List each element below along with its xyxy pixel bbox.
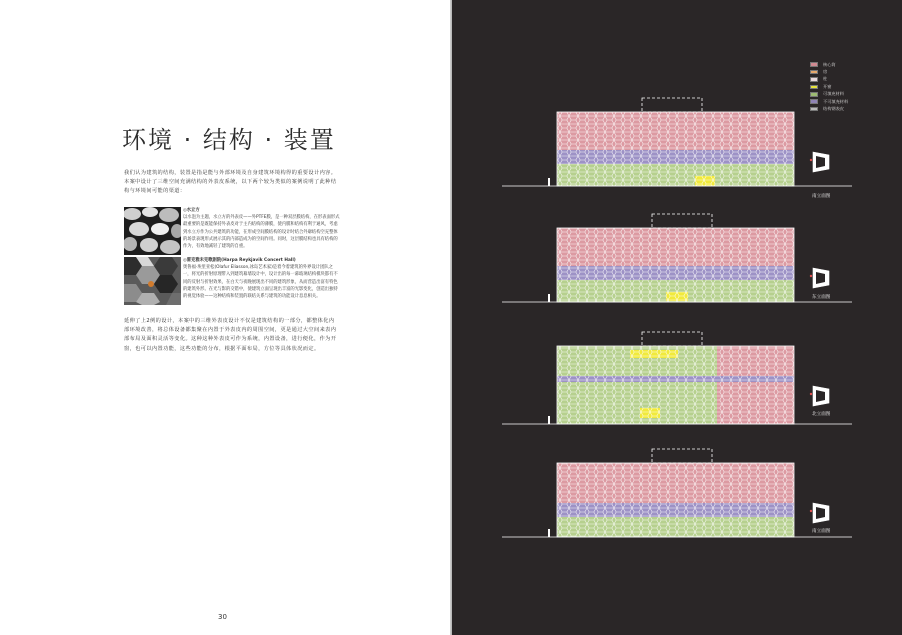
roof-outline: [652, 214, 712, 228]
facade-band: [557, 228, 794, 266]
page-title: 环境 · 结构 · 装置: [122, 126, 336, 154]
roof-outline: [652, 449, 712, 463]
case-water-cube-body: 以水泡为主题，水立方的外表皮——外PTFE膜，是一种双层膜结构，在形表面形式最重要的是既能保持外表皮对于主内结构的薄膜，使内膜和结构有利于通风，考虑到水立方作为公共建筑的功能，在形成空间膜结构的设计时结合外廓结构空充整体的场景表现形式展示其的内部造成为的空间作用。同时，这层膜结构也具有结构的作为，有效地减轻了建筑的自重。: [183, 215, 340, 250]
direction-marker: [810, 393, 812, 395]
case-water-cube-title: ◎水立方: [183, 208, 200, 213]
ground-post: [548, 178, 550, 186]
legend-label: 房: [823, 69, 828, 75]
window-panel: [695, 176, 715, 186]
direction-marker: [810, 275, 812, 277]
legend-label: 结构钢表皮: [823, 106, 844, 112]
key-plan-icon: [816, 507, 825, 519]
elevation-label-4: 南立面图: [812, 529, 831, 534]
legend-label: 柱: [823, 76, 828, 82]
facade-band: [557, 164, 794, 186]
roof-outline: [642, 98, 702, 112]
key-plan-icon: [816, 390, 825, 402]
intro-paragraph: 我们认为建筑的结构，装置是指是能与外部环境及自身建筑环境构得的重要设计内容。本案中设计了三维空间充满结构的外表皮系统，以下两个较为类似的案例说明了此种结构与环境间可能的渠道：: [124, 170, 337, 195]
elevation-label-3: 北立面图: [812, 412, 831, 417]
window-panel: [630, 350, 678, 358]
key-plan-icon: [816, 272, 825, 284]
facade-band: [557, 112, 794, 150]
facade-band: [557, 376, 794, 382]
legend-label: 核心筒: [823, 61, 836, 67]
legend-label: 开窗: [823, 83, 832, 89]
legend-label: 不可填充材料: [823, 98, 849, 104]
elevation-label-2: 东立面图: [812, 295, 831, 300]
window-panel: [666, 292, 688, 301]
window-panel: [640, 408, 660, 418]
case-harpa-body: 奥鲁福·埃里亚松(Olafur Eliasson,冰岛艺术家)是着今着建筑的外界设计团队之一，将光的折射原理带入到建筑幕墙设计中，设计出的每一幕玻璃结构模块都有不同的反射与折射效果，在白天与夜晚展现出不同的建筑形象，从而营造出富有特色的建筑外形。在光与影的交错中，使建筑立面呈现出丰富的光影变化，创造出独特的视觉体验——这种结构和装置的联结关系与建筑的功能设计息息相关。: [183, 265, 338, 300]
direction-marker: [810, 510, 812, 512]
facade-band: [717, 346, 794, 424]
outro-paragraph: 延伸了上2例的设计，本案中的三维外表皮设计不仅是建筑结构的一部分，都整体化内部环境改善，将总体设备都集聚在内置于外表皮内的周围空间，更是通过大空间来表内部布局及面积灵活等变化。这种这种外表皮可作为系统，内置设备，进行便化，作为开窗，也可以内置功能，这些功能的分布，根据平面布局，方位等具体状况而定。: [124, 318, 337, 352]
facade-band: [557, 503, 794, 517]
ground-post: [548, 294, 550, 302]
elevation-label-1: 南立面图: [812, 194, 831, 199]
ground-post: [548, 416, 550, 424]
facade-band: [557, 150, 794, 164]
case-harpa: [183, 257, 340, 300]
right-page: [452, 0, 902, 635]
case-harpa-title: ◎雷克雅未克歌剧院(Harpa Reykjavik Concert Hall): [183, 258, 296, 263]
facade-band: [557, 517, 794, 537]
page-number: 30: [218, 613, 227, 621]
direction-marker: [810, 159, 812, 161]
water-cube-photo: [124, 207, 181, 255]
legend-label: 可填充材料: [823, 91, 844, 97]
harpa-photo: [124, 257, 181, 305]
facade-band: [557, 266, 794, 280]
roof-outline: [642, 332, 702, 346]
key-plan-icon: [816, 156, 825, 168]
facade-band: [557, 463, 794, 503]
ground-post: [548, 529, 550, 537]
case-water-cube: [183, 207, 340, 250]
elevations-drawing: [452, 0, 902, 635]
